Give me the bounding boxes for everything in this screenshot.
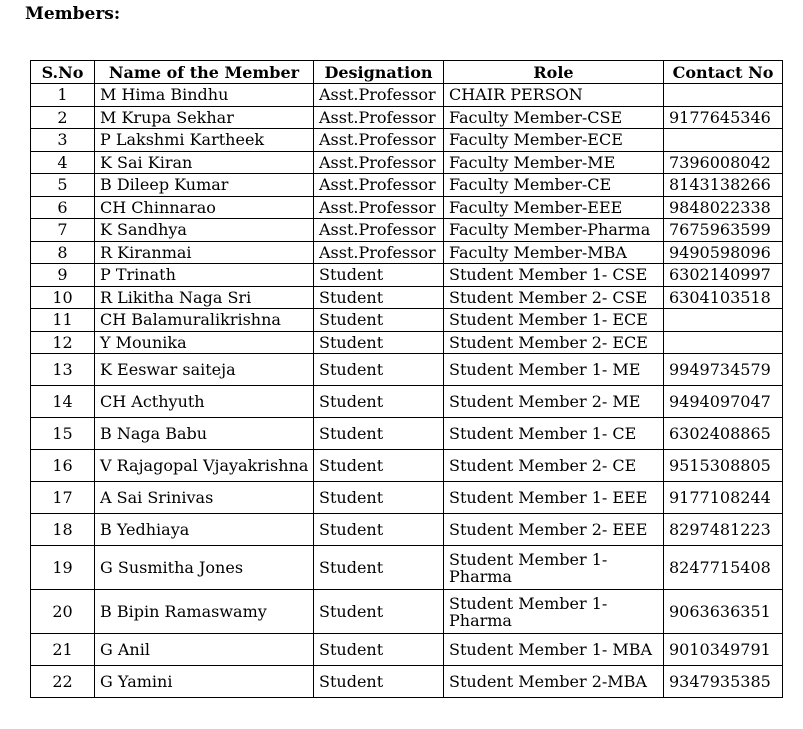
- cell-designation: Student: [314, 309, 444, 332]
- cell-sno: 4: [31, 151, 95, 174]
- cell-contact: [664, 309, 783, 332]
- cell-designation: Asst.Professor: [314, 151, 444, 174]
- cell-name: Y Mounika: [95, 331, 314, 354]
- cell-sno: 11: [31, 309, 95, 332]
- cell-contact: 9490598096: [664, 241, 783, 264]
- members-table: [30, 60, 783, 698]
- cell-sno: 18: [31, 514, 95, 546]
- cell-sno: 12: [31, 331, 95, 354]
- table-row: [31, 331, 783, 354]
- table-body: [31, 84, 783, 698]
- cell-contact: 7396008042: [664, 151, 783, 174]
- cell-name: M Krupa Sekhar: [95, 106, 314, 129]
- cell-contact: 6302408865: [664, 418, 783, 450]
- cell-contact: 9494097047: [664, 386, 783, 418]
- cell-name: B Yedhiaya: [95, 514, 314, 546]
- cell-sno: 7: [31, 219, 95, 242]
- cell-designation: Student: [314, 666, 444, 698]
- cell-sno: 2: [31, 106, 95, 129]
- cell-role: Student Member 1- CSE: [444, 264, 664, 287]
- cell-role: Student Member 1- Pharma: [444, 590, 664, 634]
- cell-designation: Student: [314, 286, 444, 309]
- cell-role: Student Member 1- EEE: [444, 482, 664, 514]
- cell-sno: 3: [31, 129, 95, 152]
- table-row: [31, 286, 783, 309]
- cell-designation: Asst.Professor: [314, 129, 444, 152]
- cell-designation: Student: [314, 386, 444, 418]
- cell-role: Faculty Member-EEE: [444, 196, 664, 219]
- header-designation: Designation: [314, 61, 444, 84]
- cell-contact: 6302140997: [664, 264, 783, 287]
- cell-designation: Student: [314, 331, 444, 354]
- cell-contact: 9177108244: [664, 482, 783, 514]
- cell-designation: Student: [314, 634, 444, 666]
- table-row: [31, 219, 783, 242]
- cell-name: R Kiranmai: [95, 241, 314, 264]
- cell-name: B Dileep Kumar: [95, 174, 314, 197]
- header-role: Role: [444, 61, 664, 84]
- cell-name: K Sai Kiran: [95, 151, 314, 174]
- cell-role: CHAIR PERSON: [444, 84, 664, 107]
- cell-sno: 9: [31, 264, 95, 287]
- cell-designation: Student: [314, 546, 444, 590]
- cell-name: G Anil: [95, 634, 314, 666]
- cell-role: Faculty Member-ME: [444, 151, 664, 174]
- cell-role: Student Member 2- ME: [444, 386, 664, 418]
- cell-contact: 9848022338: [664, 196, 783, 219]
- table-row: [31, 514, 783, 546]
- cell-designation: Asst.Professor: [314, 84, 444, 107]
- cell-contact: 6304103518: [664, 286, 783, 309]
- cell-contact: 9010349791: [664, 634, 783, 666]
- cell-designation: Student: [314, 590, 444, 634]
- cell-role: Student Member 1- CE: [444, 418, 664, 450]
- table-row: [31, 450, 783, 482]
- section-heading: Members:: [25, 4, 121, 24]
- cell-designation: Asst.Professor: [314, 196, 444, 219]
- cell-contact: 9949734579: [664, 354, 783, 386]
- table-row: [31, 241, 783, 264]
- cell-role: Student Member 2-MBA: [444, 666, 664, 698]
- cell-sno: 10: [31, 286, 95, 309]
- cell-designation: Student: [314, 418, 444, 450]
- table-row: [31, 106, 783, 129]
- cell-designation: Student: [314, 450, 444, 482]
- cell-sno: 21: [31, 634, 95, 666]
- cell-role: Faculty Member-Pharma: [444, 219, 664, 242]
- cell-contact: 8247715408: [664, 546, 783, 590]
- cell-sno: 19: [31, 546, 95, 590]
- table-row: [31, 634, 783, 666]
- table-row: [31, 309, 783, 332]
- cell-role: Student Member 1- Pharma: [444, 546, 664, 590]
- cell-designation: Student: [314, 514, 444, 546]
- cell-designation: Student: [314, 264, 444, 287]
- cell-sno: 13: [31, 354, 95, 386]
- table-row: [31, 386, 783, 418]
- cell-role: Student Member 2- ECE: [444, 331, 664, 354]
- table-row: [31, 264, 783, 287]
- cell-name: P Lakshmi Kartheek: [95, 129, 314, 152]
- cell-sno: 8: [31, 241, 95, 264]
- cell-name: V Rajagopal Vjayakrishna: [95, 450, 314, 482]
- cell-contact: 9063636351: [664, 590, 783, 634]
- table-row: [31, 196, 783, 219]
- cell-role: Student Member 1- MBA: [444, 634, 664, 666]
- cell-sno: 5: [31, 174, 95, 197]
- cell-sno: 15: [31, 418, 95, 450]
- cell-contact: 9347935385: [664, 666, 783, 698]
- cell-sno: 17: [31, 482, 95, 514]
- cell-contact: 8143138266: [664, 174, 783, 197]
- table-row: [31, 590, 783, 634]
- cell-sno: 1: [31, 84, 95, 107]
- table-row: [31, 84, 783, 107]
- cell-name: R Likitha Naga Sri: [95, 286, 314, 309]
- cell-designation: Student: [314, 354, 444, 386]
- table-row: [31, 174, 783, 197]
- cell-designation: Student: [314, 482, 444, 514]
- cell-role: Faculty Member-CE: [444, 174, 664, 197]
- header-contact: Contact No: [664, 61, 783, 84]
- cell-sno: 20: [31, 590, 95, 634]
- cell-name: P Trinath: [95, 264, 314, 287]
- table-row: [31, 354, 783, 386]
- cell-role: Student Member 1- ECE: [444, 309, 664, 332]
- cell-name: B Bipin Ramaswamy: [95, 590, 314, 634]
- cell-role: Student Member 1- ME: [444, 354, 664, 386]
- cell-contact: [664, 84, 783, 107]
- cell-role: Student Member 2- EEE: [444, 514, 664, 546]
- cell-designation: Asst.Professor: [314, 106, 444, 129]
- cell-designation: Asst.Professor: [314, 241, 444, 264]
- cell-name: K Sandhya: [95, 219, 314, 242]
- cell-name: CH Chinnarao: [95, 196, 314, 219]
- cell-contact: 8297481223: [664, 514, 783, 546]
- cell-contact: 9515308805: [664, 450, 783, 482]
- cell-name: CH Acthyuth: [95, 386, 314, 418]
- cell-name: B Naga Babu: [95, 418, 314, 450]
- cell-contact: [664, 331, 783, 354]
- table-row: [31, 418, 783, 450]
- cell-designation: Asst.Professor: [314, 219, 444, 242]
- cell-name: CH Balamuralikrishna: [95, 309, 314, 332]
- cell-name: M Hima Bindhu: [95, 84, 314, 107]
- cell-name: A Sai Srinivas: [95, 482, 314, 514]
- cell-sno: 16: [31, 450, 95, 482]
- cell-contact: 9177645346: [664, 106, 783, 129]
- cell-role: Student Member 2- CE: [444, 450, 664, 482]
- cell-sno: 6: [31, 196, 95, 219]
- cell-role: Faculty Member-MBA: [444, 241, 664, 264]
- cell-name: K Eeswar saiteja: [95, 354, 314, 386]
- table-row: [31, 482, 783, 514]
- cell-designation: Asst.Professor: [314, 174, 444, 197]
- cell-role: Student Member 2- CSE: [444, 286, 664, 309]
- cell-sno: 14: [31, 386, 95, 418]
- table-header-row: [31, 61, 783, 84]
- cell-contact: 7675963599: [664, 219, 783, 242]
- header-name: Name of the Member: [95, 61, 314, 84]
- header-sno: S.No: [31, 61, 95, 84]
- cell-sno: 22: [31, 666, 95, 698]
- table-row: [31, 546, 783, 590]
- table-row: [31, 666, 783, 698]
- table-row: [31, 151, 783, 174]
- cell-name: G Yamini: [95, 666, 314, 698]
- cell-role: Faculty Member-ECE: [444, 129, 664, 152]
- cell-contact: [664, 129, 783, 152]
- cell-role: Faculty Member-CSE: [444, 106, 664, 129]
- table-row: [31, 129, 783, 152]
- cell-name: G Susmitha Jones: [95, 546, 314, 590]
